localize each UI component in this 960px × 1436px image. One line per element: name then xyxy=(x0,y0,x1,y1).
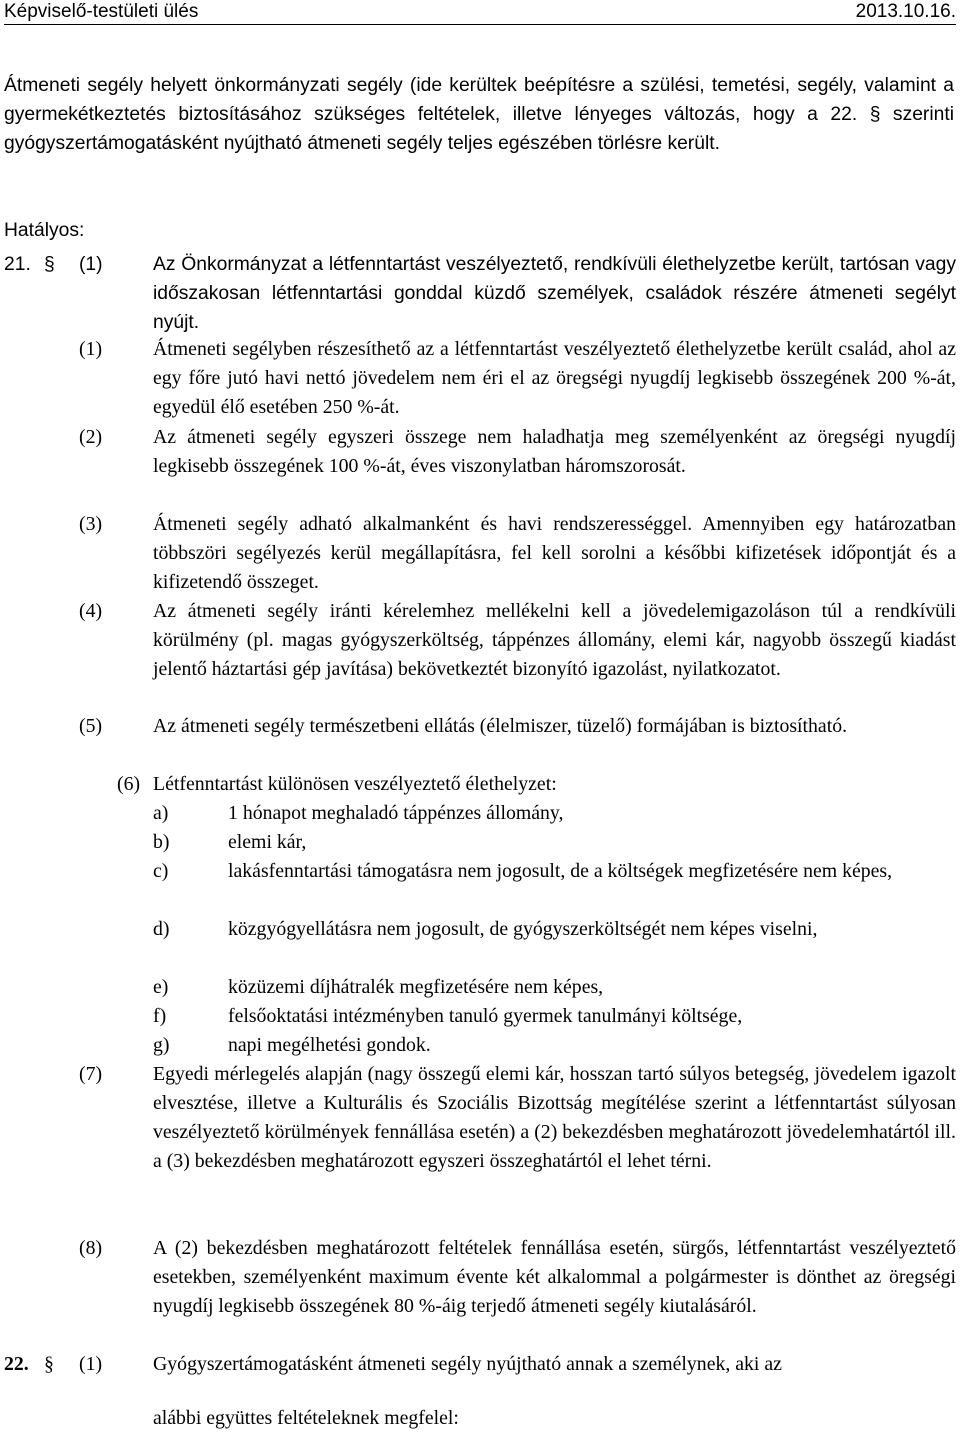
list-item-text: közgyógyellátásra nem jogosult, de gyógyszerköltségét nem képes viselni, xyxy=(228,918,818,940)
list-item-label: c) xyxy=(153,860,169,882)
s21-p0-label: (1) xyxy=(79,254,103,275)
list-item-text: 1 hónapot meghaladó táppénzes állomány, xyxy=(228,802,564,824)
header-title: Képviselő-testületi ülés xyxy=(4,1,199,22)
s21-p3-label: (3) xyxy=(79,513,103,535)
list-item-label: b) xyxy=(153,831,170,853)
s21-p4-label: (4) xyxy=(79,600,103,622)
list-item-text: közüzemi díjhátralék megfizetésére nem képes, xyxy=(228,976,604,998)
s22-p1-cont-text: alábbi együttes feltételeknek megfelel: xyxy=(153,1407,459,1429)
list-item-label: a) xyxy=(153,802,169,824)
s21-p3-text: Átmeneti segély adható alkalmanként és havi rendszerességgel. Amennyiben egy határozatban többszöri segélyezés kerül megállapításra, fel kell sorolni a későbbi kifizetések időpontját és a kifizetendő összeget. xyxy=(153,513,956,593)
s22-p1-text: Gyógyszertámogatásként átmeneti segély nyújtható annak a személynek, aki az xyxy=(153,1353,782,1375)
header-rule xyxy=(4,24,956,25)
list-item-text: elemi kár, xyxy=(228,831,307,853)
s21-p4-text: Az átmeneti segély iránti kérelemhez mellékelni kell a jövedelemigazoláson túl a rendkívüli körülmény (pl. magas gyógyszerköltség, táppénzes állomány, elemi kár, nagyobb összegű kiadást jelentő háztartási gép javítása) bekövetkeztét bizonyító igazolást, nyilatkozatot. xyxy=(153,600,956,680)
list-item-text: felsőoktatási intézményben tanuló gyermek tanulmányi költsége, xyxy=(228,1005,743,1027)
s21-p8-text: A (2) bekezdésben meghatározott feltételek fennállása esetén, sürgős, létfenntartást veszélyeztető esetekben, személyenként maximum évente két alkalommal a polgármester is dönthet az öregségi nyugdíj legkisebb összegének 80 %-áig terjedő átmeneti segély kiutalásáról. xyxy=(153,1237,956,1317)
s21-section-sign: § xyxy=(44,254,55,275)
list-item-text: napi megélhetési gondok. xyxy=(228,1034,431,1056)
s22-section-sign: § xyxy=(44,1353,54,1375)
s22-p1-label: (1) xyxy=(79,1353,103,1375)
s21-p2-text: Az átmeneti segély egyszeri összege nem haladhatja meg személyenként az öregségi nyugdíj legkisebb összegének 100 %-át, éves viszonylatban háromszorosát. xyxy=(153,426,956,477)
s21-p7-text: Egyedi mérlegelés alapján (nagy összegű elemi kár, hosszan tartó súlyos betegség, jövedelem igazolt elvesztése, illetve a Kulturális és Szociális Bizottság megítélése szerint a létfenntartást súlyosan veszélyeztető körülmények fennállása esetén) a (2) bekezdésben meghatározott jövedelemhatártól ill. a (3) bekezdésben meghatározott egyszeri összeghatártól el lehet térni. xyxy=(153,1063,956,1172)
list-item-label: e) xyxy=(153,976,169,998)
s21-p2-label: (2) xyxy=(79,426,103,448)
s21-p5-label: (5) xyxy=(79,715,103,737)
header-date: 2013.10.16. xyxy=(855,1,956,22)
list-item-label: d) xyxy=(153,918,170,940)
s21-number: 21. xyxy=(4,254,31,275)
s21-p5-text: Az átmeneti segély természetbeni ellátás (élelmiszer, tüzelő) formájában is biztosítható. xyxy=(153,715,848,737)
s22-number: 22. xyxy=(4,1353,29,1375)
page-header xyxy=(4,0,956,24)
s21-p7-label: (7) xyxy=(79,1063,103,1085)
s21-p8-label: (8) xyxy=(79,1237,103,1259)
intro-paragraph: Átmeneti segély helyett önkormányzati segély (ide kerültek beépítésre a szülési, temetési, segély, valamint a gyermekétkeztetés biztosításához szükséges feltételek, illetve lényeges változás, hogy a 22. § szerinti gyógyszertámogatásként nyújtható átmeneti segély teljes egészében törlésre került. xyxy=(4,75,954,154)
s21-p1-text: Átmeneti segélyben részesíthető az a létfenntartást veszélyeztető élethelyzetbe került család, ahol az egy főre jutó havi nettó jövedelem nem éri el az öregségi nyugdíj legkisebb összegének 200 %-át, egyedül élő esetében 250 %-át. xyxy=(153,338,956,418)
s21-p1-label: (1) xyxy=(79,338,103,360)
s21-p6-text: Létfenntartást különösen veszélyeztető élethelyzet: xyxy=(153,773,557,795)
list-item-label: g) xyxy=(153,1034,170,1056)
list-item-text: lakásfenntartási támogatásra nem jogosult, de a költségek megfizetésére nem képes, xyxy=(228,860,893,882)
list-item-label: f) xyxy=(153,1005,167,1027)
s21-p0-text: Az Önkormányzat a létfenntartást veszélyeztető, rendkívüli élethelyzetbe került, tartósan vagy időszakosan létfenntartási gonddal küzdő személyek, családok részére átmeneti segélyt nyújt. xyxy=(153,254,956,333)
s21-p6-label: (6) xyxy=(117,773,141,795)
hatalyos-label: Hatályos: xyxy=(4,220,85,241)
